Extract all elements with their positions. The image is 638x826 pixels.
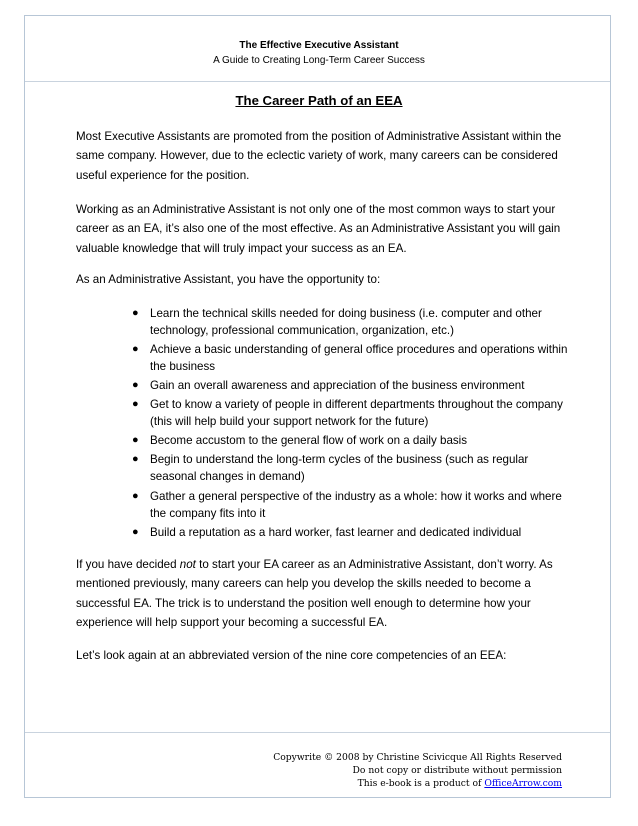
opportunity-list [132,305,570,543]
permission-line: Do not copy or distribute without permission [352,765,562,776]
bullet-icon: ● [132,379,139,392]
bullet-icon: ● [132,525,139,538]
list-item: ● Gather a general perspective of the industry as a whole: how it works and where the company fits into it [132,489,562,520]
header-subtitle: A Guide to Creating Long-Term Career Success [213,55,425,66]
header-divider [25,81,610,82]
paragraph-intro: Most Executive Assistants are promoted from the position of Administrative Assistant within the same company. However, due to the eclectic variety of work, many careers can be considered useful experience for the position. [76,130,562,182]
copyright-line: Copywrite © 2008 by Christine Scivicque All Rights Reserved [273,752,562,763]
list-item: ● Achieve a basic understanding of general office procedures and operations within the business [132,343,568,374]
list-item: ● Build a reputation as a hard worker, fast learner and dedicated individual [132,525,522,539]
bullet-icon: ● [132,434,139,447]
paragraph-working: Working as an Administrative Assistant is not only one of the most common ways to start your career as an EA, it’s also one of the most effective. As an Administrative Assistant you will gain valuable knowledge that will truly impact your success as an EA. [76,203,561,255]
list-item: ● Begin to understand the long-term cycles of the business (such as regular seasonal changes in demand) [132,453,529,484]
footer-divider [25,732,610,733]
page-title: The Career Path of an EEA [235,93,403,108]
bullet-icon: ● [132,489,139,502]
paragraph-competencies: Let’s look again at an abbreviated version of the nine core competencies of an EEA: [76,649,507,662]
paragraph-opportunity: As an Administrative Assistant, you have the opportunity to: [76,273,381,286]
header-title: The Effective Executive Assistant [239,40,399,51]
list-item: ● Get to know a variety of people in different departments throughout the company (this will help build your support network for the future) [132,398,563,429]
document-footer [273,751,562,790]
paragraph-alternative-careers: If you have decided not to start your EA career as an Administrative Assistant, don’t worry. As mentioned previously, many careers can help you develop the skills needed to become a successful EA. The trick is to understand the position well enough to determine how your experience will help support your becoming a successful EA. [76,558,553,630]
bullet-icon: ● [132,307,139,319]
bullet-icon: ● [132,398,139,411]
officearrow-link[interactable]: OfficeArrow.com [484,778,562,789]
product-line: This e-book is a product of OfficeArrow.com [357,778,562,789]
document-header [0,38,638,68]
bullet-icon: ● [132,453,139,466]
list-item: ● Become accustom to the general flow of work on a daily basis [132,434,468,448]
emphasis-not: not [179,558,196,571]
list-item: ● Learn the technical skills needed for doing business (i.e. computer and other technology, professional communication, organization, etc.) [132,307,542,337]
list-item: ● Gain an overall awareness and appreciation of the business environment [132,379,525,393]
bullet-icon: ● [132,343,139,356]
